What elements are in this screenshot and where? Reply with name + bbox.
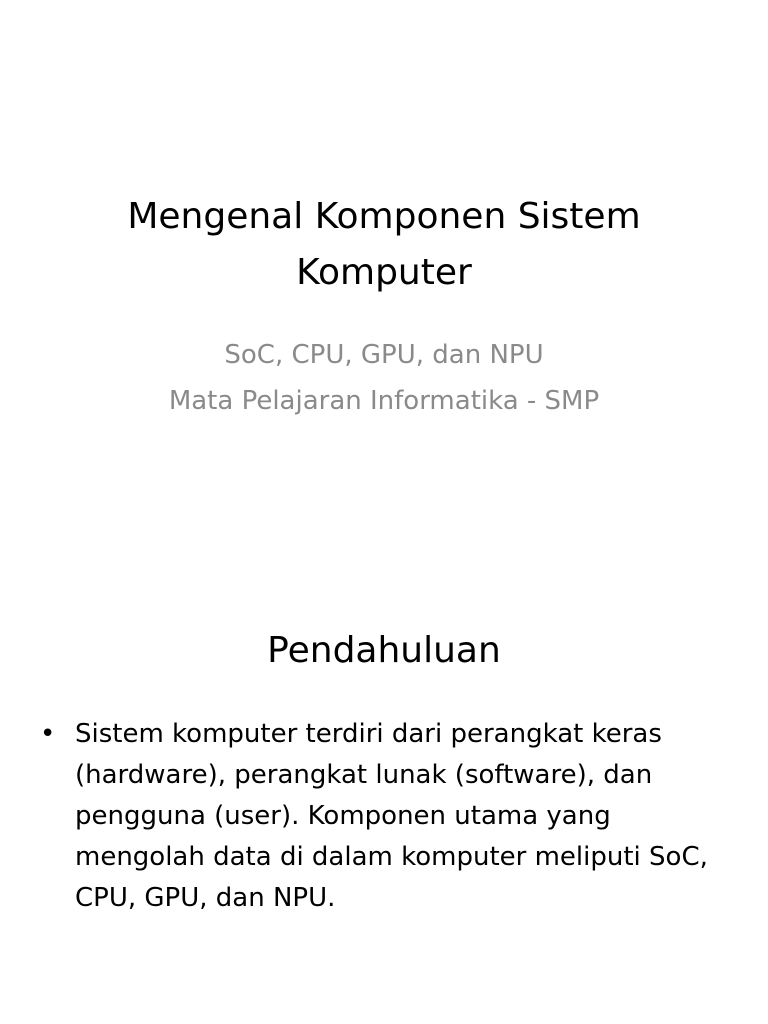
- subtitle-line-topics: SoC, CPU, GPU, dan NPU: [224, 340, 544, 370]
- slide-heading: Pendahuluan: [267, 630, 501, 671]
- bullet-list: [38, 714, 718, 919]
- bullet-text: Sistem komputer terdiri dari perangkat keras (hardware), perangkat lunak (software), dan pengguna (user). Komponen utama yang mengolah data di dalam komputer meliputi SoC, CPU, GPU, dan NPU.: [75, 719, 708, 913]
- content-slide: [0, 512, 768, 1024]
- bullet-icon: •: [40, 719, 56, 749]
- slide-title: Mengenal Komponen Sistem Komputer: [127, 196, 641, 293]
- bullet-item: [38, 714, 718, 919]
- slide-subtitle: [60, 332, 708, 424]
- subtitle-line-course: Mata Pelajaran Informatika - SMP: [168, 386, 600, 416]
